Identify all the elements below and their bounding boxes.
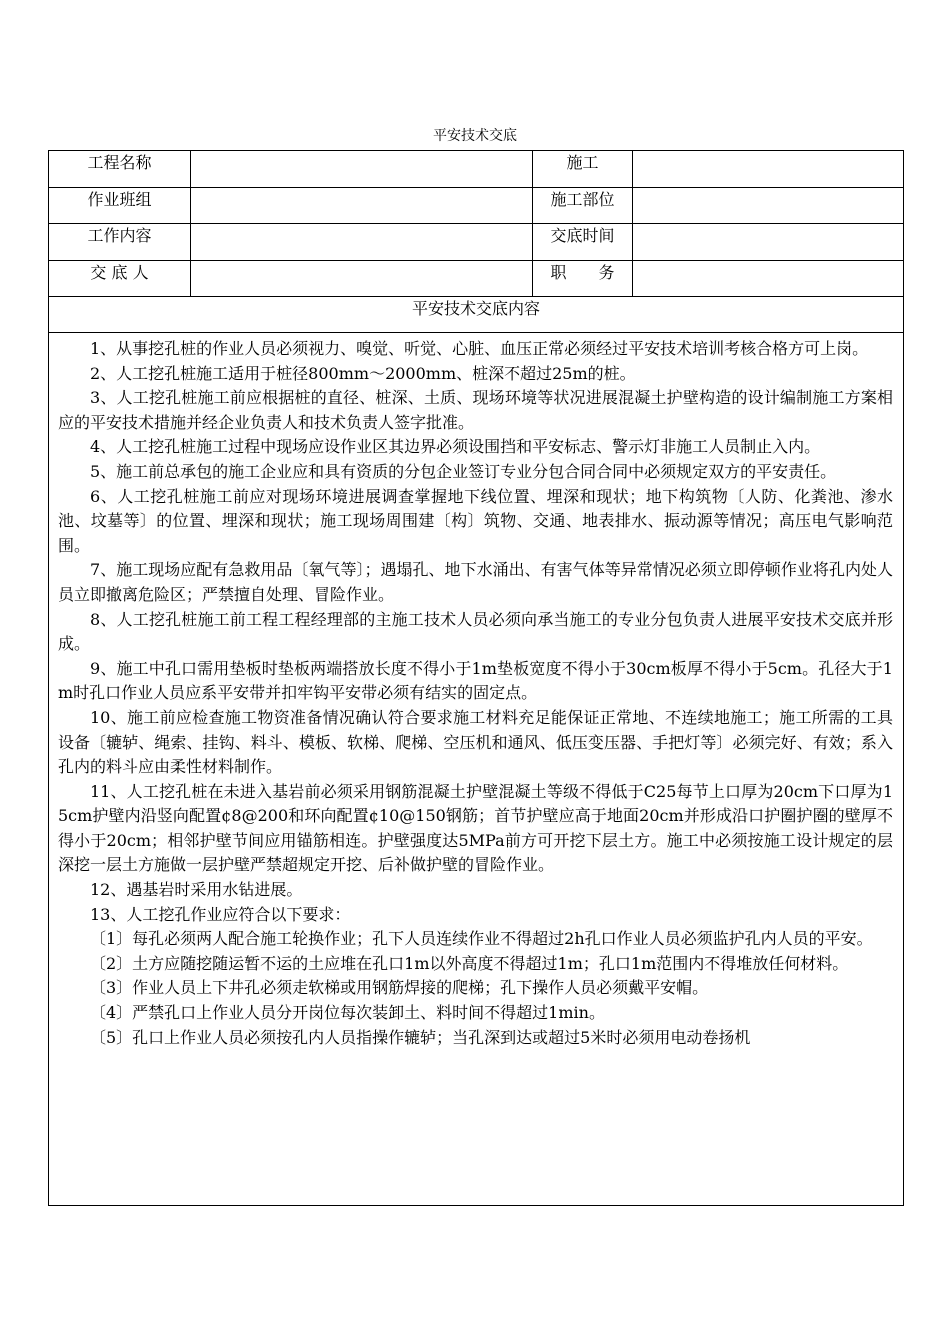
work-team-value[interactable] (191, 187, 533, 224)
form-row-briefer (49, 260, 904, 297)
form-row-content (49, 224, 904, 261)
safety-briefing-form (48, 150, 904, 1206)
clause-4: 4、人工挖孔桩施工过程中现场应设作业区其边界必须设围挡和平安标志、警示灯非施工人员制止入内。 (90, 437, 821, 457)
sub-clause-1: 〔1〕每孔必须两人配合施工轮换作业；孔下人员连续作业不得超过2h孔口作业人员必须监护孔内人员的平安。 (90, 929, 873, 949)
construction-part-value[interactable] (633, 187, 904, 224)
briefing-time-label: 交底时间 (533, 224, 633, 261)
clause-1: 1、从事挖孔桩的作业人员必须视力、嗅觉、听觉、心脏、血压正常必须经过平安技术培训考核合格方可上岗。 (90, 339, 869, 358)
work-team-label: 作业班组 (49, 187, 191, 224)
construction-part-label: 施工部位 (533, 187, 633, 224)
clause-6: 6、人工挖孔桩施工前应对现场环境进展调查掌握地下线位置、埋深和现状；地下构筑物〔人防、化粪池、渗水池、坟墓等〕的位置、埋深和现状；施工现场周围建〔构〕筑物、交通、地表排水、振动源等情况；高压电气影响范围。 (58, 486, 893, 555)
briefing-time-value[interactable] (633, 224, 904, 261)
clause-13: 13、人工挖孔作业应符合以下要求： (90, 904, 351, 924)
sub-clause-5: 〔5〕孔口上作业人员必须按孔内人员指操作辘轳；当孔深到达或超过5米时必须用电动卷扬机 (90, 1027, 751, 1047)
position-value[interactable] (633, 260, 904, 297)
content-section-heading: 平安技术交底内容 (49, 297, 904, 333)
work-content-value[interactable] (191, 224, 533, 261)
form-row-section-heading (49, 297, 904, 333)
clause-7: 7、施工现场应配有急救用品〔氧气等〕；遇塌孔、地下水涌出、有害气体等异常情况必须立即停顿作业将孔内处人员立即撤离危险区；严禁擅自处理、冒险作业。 (58, 560, 893, 604)
clause-11: 11、人工挖孔桩在未进入基岩前必须采用钢筋混凝土护壁混凝土等级不得低于C25每节上口厚为20cm下口厚为15cm护壁内沿竖向配置¢8@200和环向配置¢10@150钢筋；首节护壁应高于地面20cm并形成沿口护圈护圈的壁厚不得小于20cm；相邻护壁节间应用锚筋相连。护壁强度达5MPa前方可开挖下层土方。施工中必须按施工设计规定的层深挖一层土方施做一层护壁严禁超规定开挖、后补做护壁的冒险作业。 (58, 781, 893, 875)
sub-clause-2: 〔2〕土方应随挖随运暂不运的土应堆在孔口1m以外高度不得超过1m；孔口1m范围内不得堆放任何材料。 (90, 953, 849, 973)
clause-3: 3、人工挖孔桩施工前应根据桩的直径、桩深、土质、现场环境等状况进展混凝土护壁构造的设计编制施工方案相应的平安技术措施并经企业负责人和技术负责人签字批准。 (58, 388, 893, 432)
project-name-value[interactable] (191, 151, 533, 188)
briefer-value[interactable] (191, 260, 533, 297)
form-row-body (49, 333, 904, 1206)
sub-clause-4: 〔4〕严禁孔口上作业人员分开岗位每次装卸土、料时间不得超过1min。 (90, 1003, 605, 1023)
content-body (49, 333, 904, 1206)
sub-clause-3: 〔3〕作业人员上下井孔必须走软梯或用钢筋焊接的爬梯；孔下操作人员必须戴平安帽。 (90, 978, 709, 998)
form-row-project (49, 151, 904, 188)
clause-10: 10、施工前应检查施工物资准备情况确认符合要求施工材料充足能保证正常地、不连续地施工；施工所需的工具设备〔辘轳、绳索、挂钩、料斗、模板、软梯、爬梯、空压机和通风、低压变压器、手把灯等〕必须完好、有效；系入孔内的料斗应由柔性材料制作。 (58, 707, 893, 777)
document-title: 平安技术交底 (433, 128, 517, 144)
construction-label: 施工 (533, 151, 633, 188)
clause-2: 2、人工挖孔桩施工适用于桩径800mm～2000mm、桩深不超过25m的桩。 (90, 363, 636, 383)
briefer-label: 交 底 人 (49, 260, 191, 297)
clause-8: 8、人工挖孔桩施工前工程工程经理部的主施工技术人员必须向承当施工的专业分包负责人进展平安技术交底并形成。 (58, 609, 893, 654)
clause-5: 5、施工前总承包的施工企业应和具有资质的分包企业签订专业分包合同合同中必须规定双方的平安责任。 (90, 461, 837, 481)
project-name-label: 工程名称 (49, 151, 191, 188)
clause-9: 9、施工中孔口需用垫板时垫板两端搭放长度不得小于1m垫板宽度不得小于30cm板厚不得小于5cm。孔径大于1m时孔口作业人员应系平安带并扣牢钩平安带必须有结实的固定点。 (58, 658, 893, 703)
form-row-team (49, 187, 904, 224)
clause-12: 12、遇基岩时采用水钻进展。 (90, 880, 303, 900)
work-content-label: 工作内容 (49, 224, 191, 261)
position-label: 职 务 (533, 260, 633, 297)
construction-value[interactable] (633, 151, 904, 188)
